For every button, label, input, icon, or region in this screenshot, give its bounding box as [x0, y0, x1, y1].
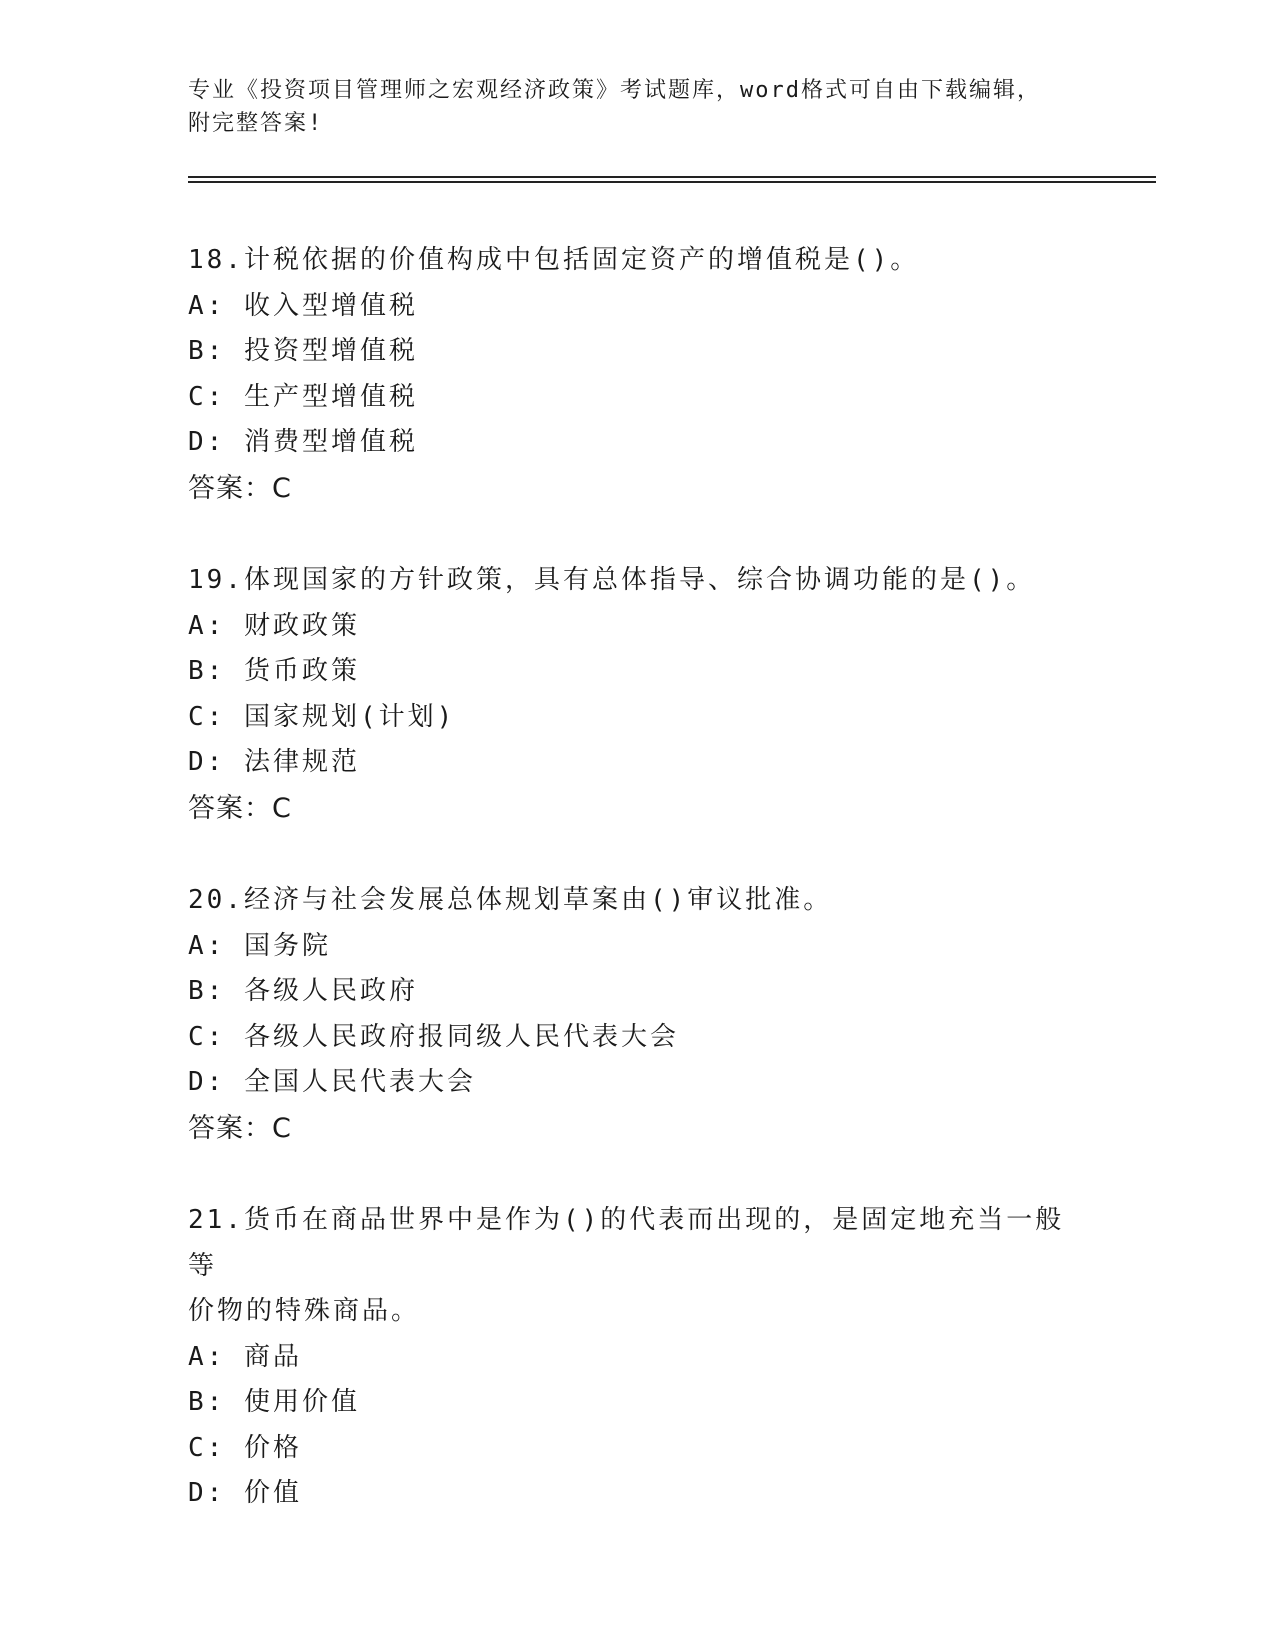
question-18: [188, 238, 1088, 511]
question-stem: 19.体现国家的方针政策，具有总体指导、综合协调功能的是()。: [188, 565, 1036, 595]
option-c: C: 生产型增值税: [188, 381, 418, 412]
option-a: A: 收入型增值税: [188, 290, 418, 321]
question-stem: 21.货币在商品世界中是作为()的代表而出现的，是固定地充当一般等: [188, 1205, 1065, 1281]
option-d: D: 法律规范: [188, 747, 360, 777]
option-b: B: 货币政策: [188, 656, 360, 686]
header-divider-top: [188, 176, 1156, 178]
answer: 答案：C: [188, 1112, 292, 1144]
question-21: [188, 1198, 1088, 1517]
question-stem-continued: 价物的特殊商品。: [188, 1296, 421, 1326]
header-line-1: 专业《投资项目管理师之宏观经济政策》考试题库，word格式可自由下载编辑，: [188, 78, 1041, 103]
question-20: [188, 878, 1088, 1151]
option-c: C: 价格: [188, 1432, 302, 1463]
answer: 答案：C: [188, 472, 292, 504]
question-stem: 18.计税依据的价值构成中包括固定资产的增值税是()。: [188, 245, 920, 275]
header-divider-bottom: [188, 181, 1156, 183]
header-line-2: 附完整答案!: [188, 111, 324, 136]
option-a: A: 财政政策: [188, 610, 360, 641]
question-list: [188, 238, 1088, 1564]
question-stem: 20.经济与社会发展总体规划草案由()审议批准。: [188, 885, 833, 915]
option-b: B: 各级人民政府: [188, 976, 418, 1006]
option-a: A: 商品: [188, 1341, 302, 1372]
option-b: B: 投资型增值税: [188, 336, 418, 366]
document-header: [188, 74, 1088, 140]
option-a: A: 国务院: [188, 930, 331, 961]
answer: 答案：C: [188, 792, 292, 824]
option-d: D: 消费型增值税: [188, 427, 418, 457]
question-19: [188, 558, 1088, 831]
option-d: D: 价值: [188, 1478, 302, 1508]
option-d: D: 全国人民代表大会: [188, 1067, 476, 1097]
option-c: C: 各级人民政府报同级人民代表大会: [188, 1021, 679, 1052]
option-b: B: 使用价值: [188, 1387, 360, 1417]
option-c: C: 国家规划(计划): [188, 701, 456, 732]
